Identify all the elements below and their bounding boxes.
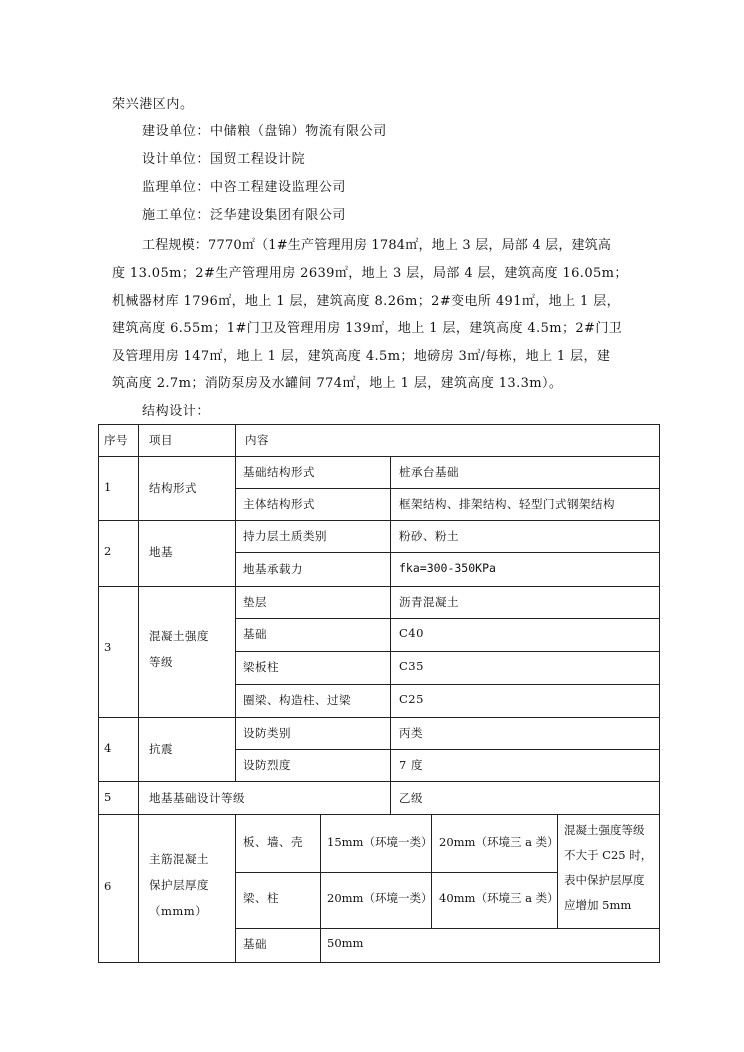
col-divider [557,814,558,928]
unit-construction [142,120,387,139]
row-divider [98,520,660,521]
row-item: 主筋混凝土 [149,852,209,866]
cell-value: C35 [399,659,424,673]
cell-value: 20mm（环境一类） [327,891,433,905]
row-divider [98,586,660,587]
note-text: 不大于 C25 时， [564,848,653,862]
row-item: 抗震 [149,742,173,756]
row-no: 2 [104,544,112,558]
cell-label: 圈梁、构造柱、过梁 [243,693,351,707]
row-no: 6 [104,879,112,893]
row-divider [98,717,660,718]
col-divider [235,424,236,781]
row-divider [235,928,660,929]
row-divider [235,488,660,489]
row-item: （mmm） [149,904,208,918]
unit-design [142,148,305,167]
row-divider [235,618,660,619]
row-divider [98,456,660,457]
cell-label: 板、墙、壳 [243,835,303,849]
row-divider [235,872,557,873]
col-divider [320,814,321,963]
cell-value: 桩承台基础 [399,465,459,479]
unit-contractor [142,204,346,223]
cell-label: 垫层 [243,595,267,609]
header-item: 项目 [149,433,173,447]
row-item: 地基 [149,545,173,559]
cell-label: 设防类别 [243,726,291,740]
col-divider [431,814,432,928]
col-divider [390,456,391,814]
unit-value: 国贸工程设计院 [210,152,306,167]
cell-label: 基础 [243,937,267,951]
scale-line: 工程规模：7770㎡（1#生产管理用房 1784㎡，地上 3 层，局部 4 层，建筑高 [142,238,612,253]
row-item: 结构形式 [149,481,197,495]
cell-value: 丙类 [399,726,423,740]
note-text: 表中保护层厚度 [564,873,645,887]
cell-value: 框架结构、排架结构、轻型门式钢架结构 [399,497,615,511]
scale-line: 度 13.05m；2#生产管理用房 2639㎡，地上 3 层，局部 4 层，建筑高度 16.05m； [112,266,628,281]
cell-value: 20mm（环境三 a 类） [439,835,559,849]
scale-line: 建筑高度 6.55m；1#门卫及管理用房 139㎡，地上 1 层，建筑高度 4.5m；2#门卫 [112,321,623,336]
cell-value: fka=300-350KPa [399,561,496,575]
cell-value: 50mm [327,936,364,950]
row-no: 1 [104,480,112,494]
cell-label: 设防烈度 [243,758,291,772]
cell-value: 乙级 [399,791,423,805]
cell-label: 梁、柱 [243,891,279,905]
cell-value: 15mm（环境一类） [327,835,433,849]
row-item: 混凝土强度 [149,629,209,643]
cell-label: 基础结构形式 [243,465,315,479]
row-item: 地基基础设计等级 [149,791,245,805]
cell-label: 主体结构形式 [243,497,315,511]
unit-label: 设计单位： [142,152,211,167]
unit-value: 中咨工程建设监理公司 [210,180,347,195]
table-border [98,424,660,425]
row-divider [235,651,660,652]
cell-label: 基础 [243,627,267,641]
cell-value: C40 [399,626,424,640]
cell-label: 持力层土质类别 [243,529,327,543]
row-divider [98,781,660,782]
row-divider [235,749,660,750]
note-text: 应增加 5mm [564,898,632,912]
cell-value: 粉砂、粉土 [399,529,459,543]
scale-line: 及管理用房 147㎡，地上 1 层，建筑高度 4.5m；地磅房 3㎡/每栋，地上 1 层，建 [112,349,611,364]
row-no: 5 [104,790,112,804]
scale-line: 筑高度 2.7m；消防泵房及水罐间 774㎡，地上 1 层，建筑高度 13.3m）。 [112,376,563,391]
table-border [98,424,99,963]
cell-value: 沥青混凝土 [399,595,459,609]
table-border [98,962,660,963]
intro-line: 荣兴港区内。 [112,97,194,112]
row-item: 保护层厚度 [149,878,209,892]
cell-label: 梁板柱 [243,660,279,674]
col-divider [235,814,236,963]
structure-heading: 结构设计： [142,404,211,419]
row-no: 4 [104,741,112,755]
note-text: 混凝土强度等级 [564,823,645,837]
table-border [659,424,660,963]
header-content: 内容 [245,433,269,447]
row-item: 等级 [149,655,173,669]
row-divider [235,684,660,685]
cell-value: 7 度 [399,758,423,772]
row-divider [235,552,660,553]
cell-value: 40mm（环境三 a 类） [439,891,559,905]
row-no: 3 [104,640,112,654]
cell-label: 地基承载力 [243,562,303,576]
col-divider [138,424,139,963]
unit-label: 建设单位： [142,124,211,139]
scale-line: 机械器材库 1796㎡，地上 1 层，建筑高度 8.26m；2#变电所 491㎡，地上 1 层， [112,294,621,309]
structure-table [98,424,660,963]
row-divider [98,814,660,815]
unit-label: 监理单位： [142,180,211,195]
unit-value: 泛华建设集团有限公司 [210,208,347,223]
cell-value: C25 [399,692,424,706]
unit-supervision [142,176,346,195]
unit-value: 中储粮（盘锦）物流有限公司 [210,124,387,139]
unit-label: 施工单位： [142,208,211,223]
header-no: 序号 [104,433,128,447]
